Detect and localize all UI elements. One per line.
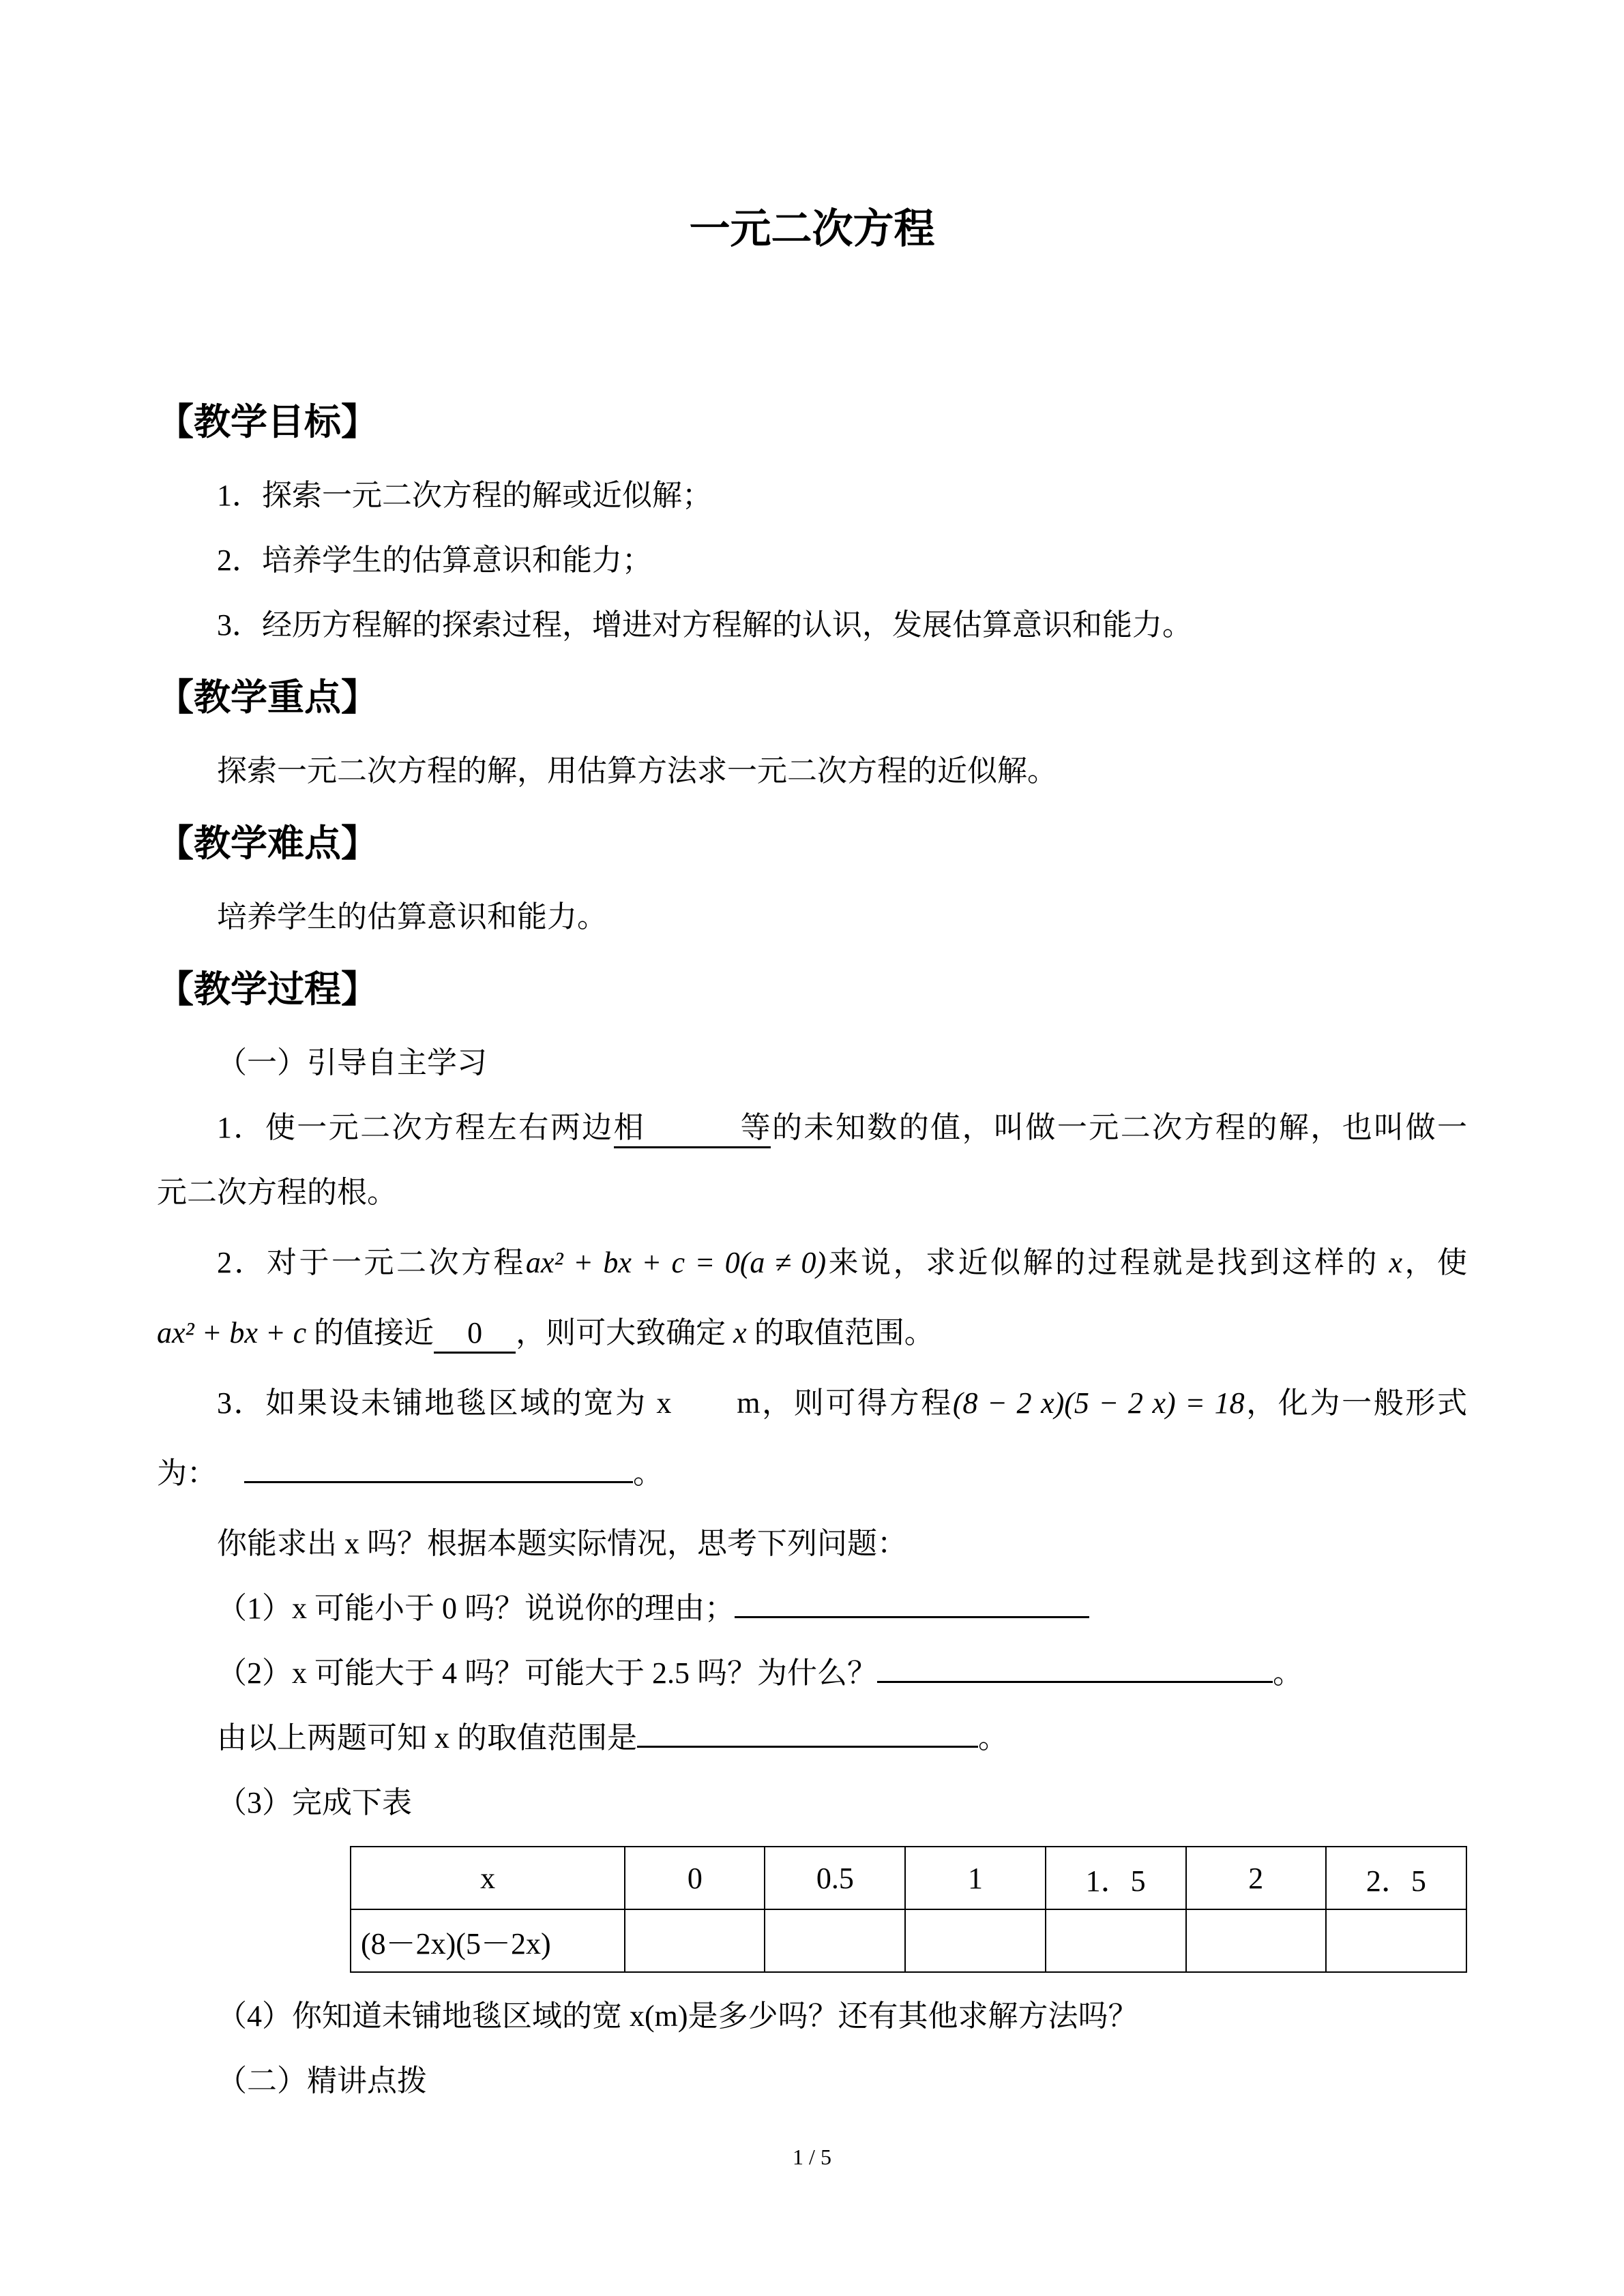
reason-blank-line bbox=[735, 1588, 1089, 1618]
table-header-value: 1．5 bbox=[1046, 1847, 1186, 1909]
q1-text-pre: 1．使一元二次方程左右两边 bbox=[217, 1111, 614, 1144]
difficulty-body: 培养学生的估算意识和能力。 bbox=[217, 900, 607, 934]
sub2-text: （2）x 可能大于 4 吗？可能大于 2.5 吗？为什么？ bbox=[217, 1656, 877, 1690]
page-number: 1 / 5 bbox=[793, 2145, 831, 2169]
sub-question-1 bbox=[157, 1576, 1467, 1641]
sub2-period: 。 bbox=[1273, 1656, 1303, 1690]
q2-line1 bbox=[157, 1230, 1467, 1295]
why-blank-line bbox=[877, 1653, 1273, 1683]
objective-item-1: 1．探索一元二次方程的解或近似解； bbox=[217, 479, 712, 512]
q2-text-end2: 的取值范围。 bbox=[754, 1316, 934, 1350]
table-empty-cell bbox=[765, 1909, 905, 1972]
table-header-value: 2 bbox=[1186, 1847, 1326, 1909]
table-empty-cell bbox=[1326, 1909, 1466, 1972]
q2-answer-blank: 0 bbox=[434, 1315, 516, 1354]
q3-line2-label: 为： bbox=[157, 1457, 217, 1490]
q1-line2: 元二次方程的根。 bbox=[157, 1176, 397, 1209]
q3-text-pre: 3．如果设未铺地毯区域的宽为 x m，则可得方程 bbox=[217, 1386, 953, 1420]
equation-quadratic-general: ax² + bx + c = 0(a ≠ 0) bbox=[525, 1246, 827, 1279]
objective-item-3: 3．经历方程解的探索过程，增进对方程解的认识，发展估算意识和能力。 bbox=[217, 608, 1192, 642]
document-title: 一元二次方程 bbox=[689, 207, 935, 252]
objective-item-2: 2．培养学生的估算意识和能力； bbox=[217, 543, 652, 577]
q2-text-mid2: 的值接近 bbox=[314, 1316, 434, 1350]
table-header-value: 0.5 bbox=[765, 1847, 905, 1909]
heading-process: 【教学过程】 bbox=[157, 969, 378, 1010]
process-part2-title: （二）精讲点拨 bbox=[217, 2064, 427, 2098]
table-header-value: 0 bbox=[625, 1847, 765, 1909]
table-value-row bbox=[351, 1909, 1466, 1972]
table-header-value: 2．5 bbox=[1326, 1847, 1466, 1909]
q3-line1 bbox=[157, 1371, 1467, 1435]
carpet-values-table bbox=[350, 1846, 1467, 1973]
table-header-row bbox=[351, 1847, 1466, 1909]
q3-text-end: ，化为一般形式 bbox=[1244, 1386, 1467, 1420]
variable-x: x bbox=[733, 1316, 747, 1350]
q2-text-pre: 2．对于一元二次方程 bbox=[217, 1246, 526, 1279]
q3-line2 bbox=[157, 1441, 1467, 1506]
equation-quadratic-expr: ax² + bx + c bbox=[157, 1316, 307, 1350]
process-part1-title: （一）引导自主学习 bbox=[217, 1046, 487, 1079]
q2-line2 bbox=[157, 1300, 1467, 1365]
q3-line2-period: 。 bbox=[633, 1457, 663, 1490]
heading-objectives: 【教学目标】 bbox=[157, 402, 378, 443]
sub-question-3: （3）完成下表 bbox=[217, 1786, 412, 1819]
q2-text-mid: 来说，求近似解的过程就是找到这样的 bbox=[826, 1246, 1380, 1279]
variable-x: x bbox=[1389, 1246, 1403, 1279]
range-text: 由以上两题可知 x 的取值范围是 bbox=[217, 1721, 637, 1755]
range-blank-line bbox=[637, 1718, 978, 1748]
equation-carpet: (8 − 2 x)(5 − 2 x) = 18 bbox=[952, 1386, 1245, 1420]
table-empty-cell bbox=[625, 1909, 765, 1972]
table-empty-cell bbox=[1046, 1909, 1186, 1972]
sub-question-4: （4）你知道未铺地毯区域的宽 x(m)是多少吗？还有其他求解方法吗？ bbox=[217, 1999, 1138, 2033]
q1-answer-blank: 相等 bbox=[614, 1109, 771, 1148]
range-line bbox=[157, 1705, 1467, 1770]
range-period: 。 bbox=[978, 1721, 1008, 1755]
table-empty-cell bbox=[1186, 1909, 1326, 1972]
q3-prompt: 你能求出 x 吗？根据本题实际情况，思考下列问题： bbox=[217, 1527, 907, 1560]
sub-question-2 bbox=[157, 1641, 1467, 1705]
table-header-x: x bbox=[351, 1847, 625, 1909]
table-row-label: (8－2x)(5－2x) bbox=[351, 1909, 625, 1972]
heading-focus: 【教学重点】 bbox=[157, 677, 378, 718]
q1-line1 bbox=[157, 1095, 1467, 1160]
focus-body: 探索一元二次方程的解，用估算方法求一元二次方程的近似解。 bbox=[217, 754, 1057, 788]
general-form-blank-line bbox=[244, 1453, 633, 1483]
q2-text-end: ，使 bbox=[1402, 1246, 1468, 1279]
table-header-value: 1 bbox=[905, 1847, 1045, 1909]
table-empty-cell bbox=[905, 1909, 1045, 1972]
sub1-text: （1）x 可能小于 0 吗？说说你的理由； bbox=[217, 1592, 735, 1625]
heading-difficulty: 【教学难点】 bbox=[157, 823, 378, 864]
q1-text-post: 的未知数的值，叫做一元二次方程的解，也叫做一 bbox=[770, 1111, 1468, 1144]
q2-text-mid3: ，则可大致确定 bbox=[516, 1316, 726, 1350]
